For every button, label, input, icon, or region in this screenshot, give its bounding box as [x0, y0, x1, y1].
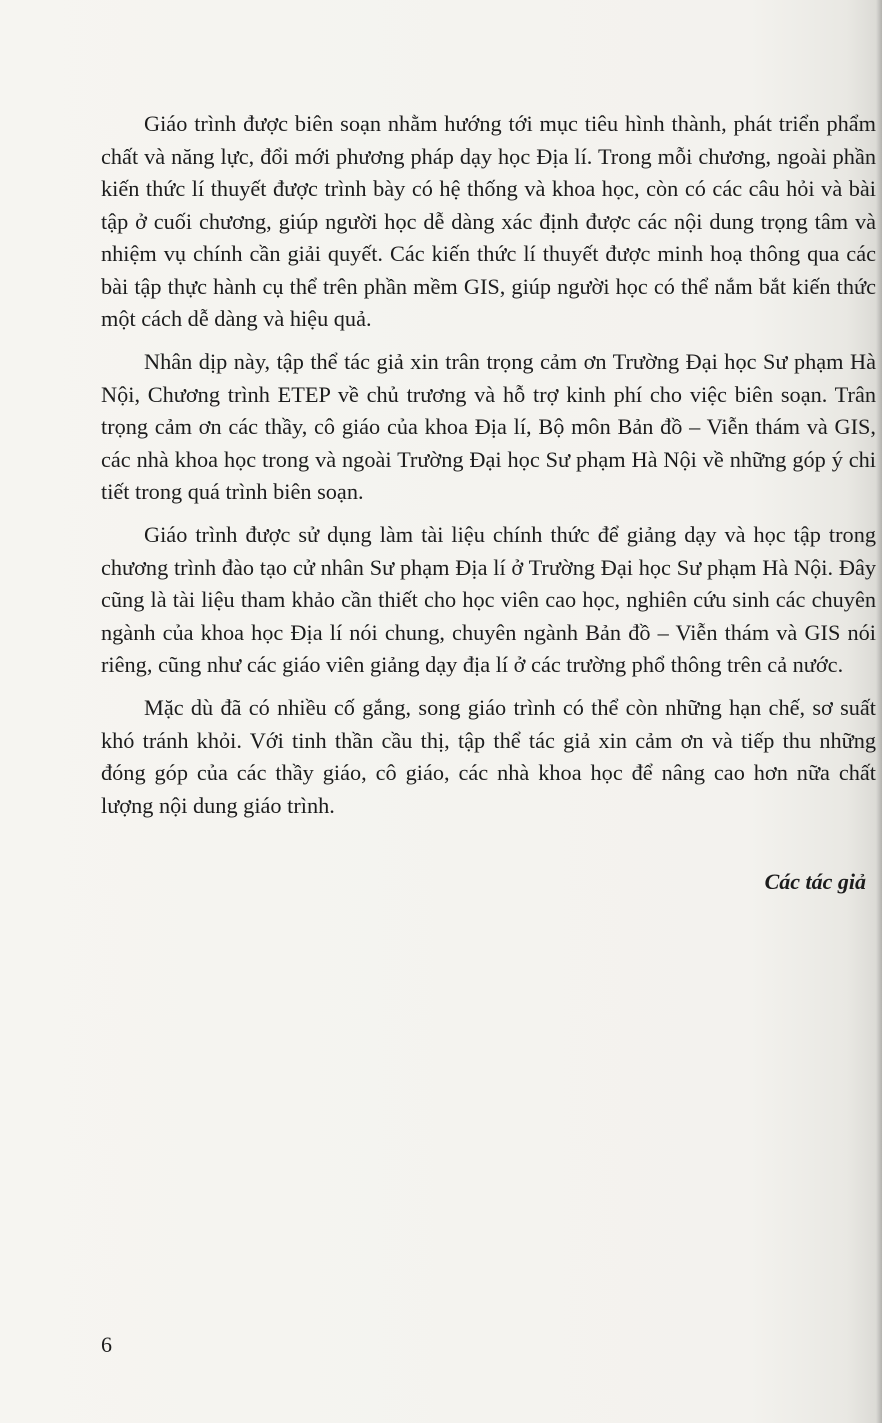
paragraph-3: Giáo trình được sử dụng làm tài liệu chính thức để giảng dạy và học tập trong chương trình đào tạo cử nhân Sư phạm Địa lí ở Trường Đại học Sư phạm Hà Nội. Đây cũng là tài liệu tham khảo cần thiết cho học viên cao học, nghiên cứu sinh các chuyên ngành của khoa học Địa lí nói chung, chuyên ngành Bản đồ – Viễn thám và GIS nói riêng, cũng như các giáo viên giảng dạy địa lí ở các trường phổ thông trên cả nước. — [101, 522, 876, 677]
paragraph-4: Mặc dù đã có nhiều cố gắng, song giáo trình có thể còn những hạn chế, sơ suất khó tránh khỏi. Với tinh thần cầu thị, tập thể tác giả xin cảm ơn và tiếp thu những đóng góp của các thầy giáo, cô giáo, các nhà khoa học để nâng cao hơn nữa chất lượng nội dung giáo trình. — [101, 695, 876, 818]
author-signature: Các tác giả — [764, 869, 866, 894]
preface-body — [101, 108, 876, 833]
page-edge-shadow — [876, 0, 882, 1423]
page-number: 6 — [101, 1332, 112, 1357]
paragraph-2: Nhân dịp này, tập thể tác giả xin trân trọng cảm ơn Trường Đại học Sư phạm Hà Nội, Chương trình ETEP về chủ trương và hỗ trợ kinh phí cho việc biên soạn. Trân trọng cảm ơn các thầy, cô giáo của khoa Địa lí, Bộ môn Bản đồ – Viễn thám và GIS, các nhà khoa học trong và ngoài Trường Đại học Sư phạm Hà Nội về những góp ý chi tiết trong quá trình biên soạn. — [101, 349, 876, 504]
paragraph-1: Giáo trình được biên soạn nhằm hướng tới mục tiêu hình thành, phát triển phẩm chất và năng lực, đổi mới phương pháp dạy học Địa lí. Trong mỗi chương, ngoài phần kiến thức lí thuyết được trình bày có hệ thống và khoa học, còn có các câu hỏi và bài tập ở cuối chương, giúp người học dễ dàng xác định được các nội dung trọng tâm và nhiệm vụ chính cần giải quyết. Các kiến thức lí thuyết được minh hoạ thông qua các bài tập thực hành cụ thể trên phần mềm GIS, giúp người học có thể nắm bắt kiến thức một cách dễ dàng và hiệu quả. — [101, 111, 876, 331]
